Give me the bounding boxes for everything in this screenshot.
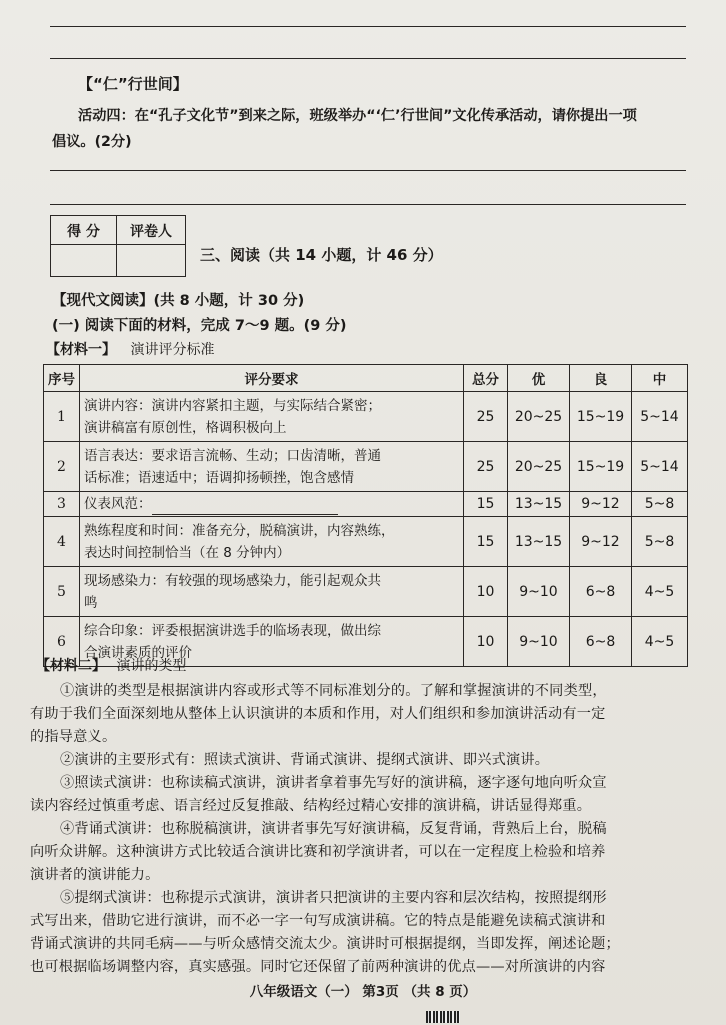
row-good: 6~8 bbox=[570, 617, 632, 667]
paragraph-line: 有助于我们全面深刻地从整体上认识演讲的本质和作用，对人们组织和参加演讲活动有一定 bbox=[30, 706, 606, 722]
table-header-row bbox=[44, 365, 688, 392]
row-good: 9~12 bbox=[570, 492, 632, 517]
row-number: 6 bbox=[44, 617, 80, 667]
material-one-title: 演讲评分标准 bbox=[130, 342, 215, 358]
row-requirement: 熟练程度和时间：准备充分，脱稿演讲，内容熟练， 表达时间控制恰当（在 8 分钟内） bbox=[80, 517, 464, 567]
row-requirement: 语言表达：要求语言流畅、生动；口齿清晰，普通 话标准；语速适中；语调抑扬顿挫，饱含感情 bbox=[80, 442, 464, 492]
row-good: 15~19 bbox=[570, 442, 632, 492]
row-medium: 4~5 bbox=[632, 617, 688, 667]
activity-four-line1: 活动四：在“孔子文化节”到来之际，班级举办“‘仁’行世间”文化传承活动，请你提出一项 bbox=[78, 108, 637, 124]
row-medium: 4~5 bbox=[632, 567, 688, 617]
answer-line bbox=[50, 170, 686, 171]
table-row bbox=[44, 442, 688, 492]
score-box bbox=[50, 215, 186, 277]
header-cell: 中 bbox=[632, 365, 688, 392]
section-heading-ren: 【“仁”行世间】 bbox=[78, 75, 188, 93]
row-number: 1 bbox=[44, 392, 80, 442]
row-excellent: 13~15 bbox=[508, 517, 570, 567]
paragraph-line: ③照读式演讲：也称读稿式演讲，演讲者拿着事先写好的演讲稿，逐字逐句地向听众宣 bbox=[60, 775, 607, 791]
paragraph-line: 的指导意义。 bbox=[30, 729, 117, 745]
section-three-title: 三、阅读（共 14 小题，计 46 分） bbox=[200, 246, 443, 264]
material-one-heading bbox=[46, 340, 214, 360]
paragraph-line: 向听众讲解。这种演讲方式比较适合演讲比赛和初学演讲者，可以在一定程度上检验和培养 bbox=[30, 844, 606, 860]
grader-cell: 评卷人 bbox=[117, 216, 185, 245]
page-footer: 八年级语文（一） 第3页 （共 8 页） bbox=[249, 984, 477, 1000]
row-total: 25 bbox=[464, 442, 508, 492]
header-cell: 优 bbox=[508, 365, 570, 392]
table-row bbox=[44, 517, 688, 567]
row-good: 6~8 bbox=[570, 567, 632, 617]
answer-line bbox=[50, 26, 686, 27]
material-two-heading bbox=[36, 656, 186, 676]
row-number: 3 bbox=[44, 492, 80, 517]
material-two-tag: 【材料二】 bbox=[36, 658, 106, 674]
row-total: 15 bbox=[464, 517, 508, 567]
row-excellent: 20~25 bbox=[508, 442, 570, 492]
score-cell: 得 分 bbox=[51, 216, 117, 245]
paragraph-line: 演讲者的演讲能力。 bbox=[30, 867, 160, 883]
row-total: 10 bbox=[464, 617, 508, 667]
row-total: 25 bbox=[464, 392, 508, 442]
row-requirement: 现场感染力：有较强的现场感染力，能引起观众共 鸣 bbox=[80, 567, 464, 617]
paragraph-line: ④背诵式演讲：也称脱稿演讲，演讲者事先写好演讲稿，反复背诵，背熟后上台，脱稿 bbox=[60, 821, 607, 837]
row-requirement: 演讲内容：演讲内容紧扣主题，与实际结合紧密； 演讲稿富有原创性，格调积极向上 bbox=[80, 392, 464, 442]
paragraph-line: 读内容经过慎重考虑、语言经过反复推敲、结构经过精心安排的演讲稿，讲话显得郑重。 bbox=[30, 798, 592, 814]
header-cell: 总分 bbox=[464, 365, 508, 392]
row-good: 15~19 bbox=[570, 392, 632, 442]
table-row bbox=[44, 392, 688, 442]
score-entry-cell[interactable] bbox=[51, 245, 117, 276]
row-total: 10 bbox=[464, 567, 508, 617]
row-excellent: 20~25 bbox=[508, 392, 570, 442]
material-two-title: 演讲的类型 bbox=[116, 658, 187, 674]
header-cell: 评分要求 bbox=[80, 365, 464, 392]
row-excellent: 9~10 bbox=[508, 617, 570, 667]
table-row bbox=[44, 492, 688, 517]
paragraph-line: ①演讲的类型是根据演讲内容或形式等不同标准划分的。了解和掌握演讲的不同类型， bbox=[60, 683, 607, 699]
row-requirement: 综合印象：评委根据演讲选手的临场表现，做出综 合演讲素质的评价 bbox=[80, 617, 464, 667]
fill-blank[interactable] bbox=[152, 500, 338, 515]
paragraph-line: 式写出来，借助它进行演讲，而不必一字一句写成演讲稿。它的特点是能避免读稿式演讲和 bbox=[30, 913, 606, 929]
row-excellent: 13~15 bbox=[508, 492, 570, 517]
table-row bbox=[44, 567, 688, 617]
row-excellent: 9~10 bbox=[508, 567, 570, 617]
answer-line bbox=[50, 204, 686, 205]
modern-reading-heading: 【现代文阅读】(共 8 小题，计 30 分) bbox=[52, 293, 305, 309]
row-total: 15 bbox=[464, 492, 508, 517]
paragraph-line: 背诵式演讲的共同毛病——与听众感情交流太少。演讲时可根据提纲，当即发挥，阐述论题； bbox=[30, 936, 620, 952]
row-number: 5 bbox=[44, 567, 80, 617]
row-number: 4 bbox=[44, 517, 80, 567]
header-cell: 序号 bbox=[44, 365, 80, 392]
paragraph-line: ⑤提纲式演讲：也称提示式演讲，演讲者只把演讲的主要内容和层次结构，按照提纲形 bbox=[60, 890, 607, 906]
activity-four-line2: 倡议。(2分) bbox=[52, 134, 132, 150]
qr-code-icon bbox=[426, 1011, 460, 1023]
row-medium: 5~8 bbox=[632, 517, 688, 567]
answer-line bbox=[50, 58, 686, 59]
row-medium: 5~8 bbox=[632, 492, 688, 517]
row-medium: 5~14 bbox=[632, 442, 688, 492]
rubric-table bbox=[43, 364, 688, 667]
part-one-heading: (一) 阅读下面的材料，完成 7～9 题。(9 分) bbox=[52, 318, 347, 334]
header-cell: 良 bbox=[570, 365, 632, 392]
material-one-tag: 【材料一】 bbox=[46, 342, 116, 358]
paragraph-line: 也可根据临场调整内容，真实感强。同时它还保留了前两种演讲的优点——对所演讲的内容 bbox=[30, 959, 606, 975]
row-medium: 5~14 bbox=[632, 392, 688, 442]
row-requirement: 仪表风范： bbox=[80, 492, 464, 517]
row-number: 2 bbox=[44, 442, 80, 492]
row-good: 9~12 bbox=[570, 517, 632, 567]
paragraph-line: ②演讲的主要形式有：照读式演讲、背诵式演讲、提纲式演讲、即兴式演讲。 bbox=[60, 752, 550, 768]
